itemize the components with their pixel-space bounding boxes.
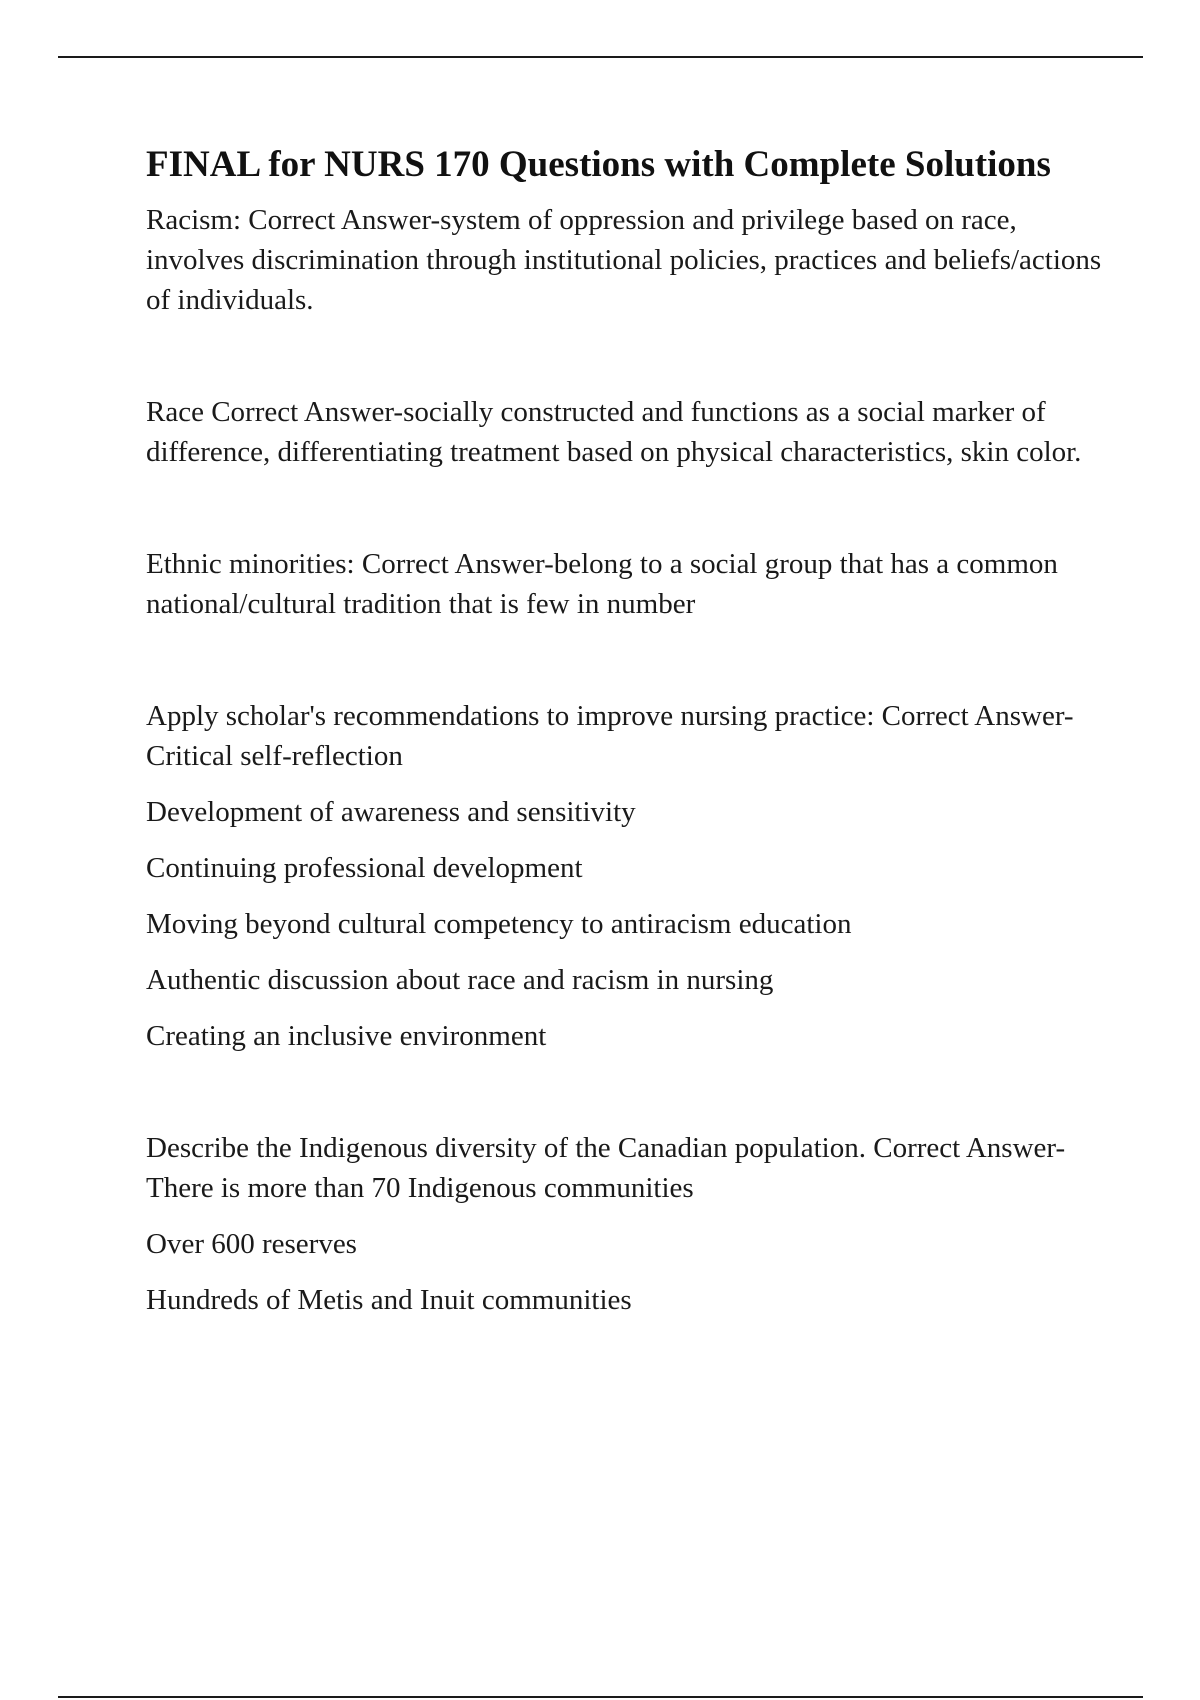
recommendation-line: Continuing professional development <box>146 852 583 884</box>
entry-scholar-recommendations: Apply scholar's recommendations to improve nursing practice: Correct Answer-Critical self-reflection <box>146 700 1074 772</box>
entry-racism: Racism: Correct Answer-system of oppression and privilege based on race, involves discrimination through institutional policies, practices and beliefs/actions of individuals. <box>146 204 1102 316</box>
indigenous-detail-line: Over 600 reserves <box>146 1228 357 1260</box>
recommendation-line: Moving beyond cultural competency to antiracism education <box>146 908 852 940</box>
entry-ethnic-minorities: Ethnic minorities: Correct Answer-belong to a social group that has a common national/cultural tradition that is few in number <box>146 548 1058 620</box>
indigenous-detail-line: Hundreds of Metis and Inuit communities <box>146 1284 632 1316</box>
document-body <box>146 140 1106 1320</box>
recommendation-line: Creating an inclusive environment <box>146 1020 547 1052</box>
recommendation-line: Development of awareness and sensitivity <box>146 796 636 828</box>
entry-indigenous-diversity: Describe the Indigenous diversity of the Canadian population. Correct Answer-There is more than 70 Indigenous communities <box>146 1132 1066 1204</box>
header-divider <box>58 56 1143 58</box>
recommendation-line: Authentic discussion about race and racism in nursing <box>146 964 774 996</box>
document-title: FINAL for NURS 170 Questions with Complete Solutions <box>146 144 1051 185</box>
entry-race: Race Correct Answer-socially constructed and functions as a social marker of difference, differentiating treatment based on physical characteristics, skin color. <box>146 396 1082 468</box>
footer-divider <box>58 1696 1143 1698</box>
